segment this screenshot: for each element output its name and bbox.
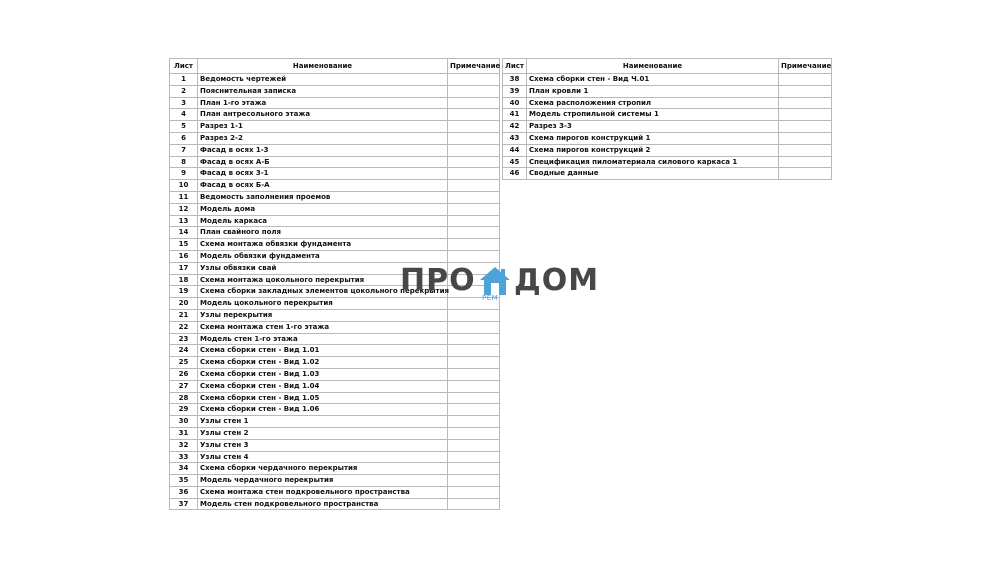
- header-name: Наименование: [527, 59, 779, 74]
- sheet-number: 27: [170, 380, 198, 392]
- sheet-note: [779, 74, 832, 86]
- table-row: [503, 156, 832, 168]
- sheet-number: 5: [170, 121, 198, 133]
- sheet-name: Схема сборки чердачного перекрытия: [198, 463, 448, 475]
- sheet-number: 23: [170, 333, 198, 345]
- sheet-name: Фасад в осях 3-1: [198, 168, 448, 180]
- table-row: [170, 74, 500, 86]
- sheet-note: [779, 121, 832, 133]
- sheet-name: Модель стен подкровельного пространства: [198, 498, 448, 510]
- table-row: [170, 498, 500, 510]
- sheet-name: Схема пирогов конструкций 1: [527, 132, 779, 144]
- sheet-number: 43: [503, 132, 527, 144]
- sheet-number: 37: [170, 498, 198, 510]
- table-row: [170, 451, 500, 463]
- sheet-note: [448, 121, 500, 133]
- sheet-note: [779, 144, 832, 156]
- sheet-number: 40: [503, 97, 527, 109]
- sheet-note: [448, 180, 500, 192]
- sheet-name: Узлы стен 2: [198, 427, 448, 439]
- sheet-note: [779, 97, 832, 109]
- sheet-number: 16: [170, 250, 198, 262]
- sheet-note: [779, 132, 832, 144]
- sheet-number: 32: [170, 439, 198, 451]
- sheet-note: [448, 368, 500, 380]
- watermark-logo: [400, 263, 600, 309]
- header-sheet: Лист: [170, 59, 198, 74]
- sheet-name: Разрез 2-2: [198, 132, 448, 144]
- sheet-note: [448, 85, 500, 97]
- sheet-name: Схема монтажа стен 1-го этажа: [198, 321, 448, 333]
- table-row: [503, 85, 832, 97]
- sheet-name: Модель обвязки фундамента: [198, 250, 448, 262]
- sheet-name: Модель цокольного перекрытия: [198, 298, 448, 310]
- sheet-name: Сводные данные: [527, 168, 779, 180]
- table-row: [170, 239, 500, 251]
- table-row: [503, 74, 832, 86]
- header-note: Примечание: [448, 59, 500, 74]
- sheet-number: 44: [503, 144, 527, 156]
- table-row: [170, 486, 500, 498]
- sheet-name: Схема сборки стен - Вид 1.06: [198, 404, 448, 416]
- sheet-note: [779, 85, 832, 97]
- sheet-name: Ведомость чертежей: [198, 74, 448, 86]
- sheet-name: Схема расположения стропил: [527, 97, 779, 109]
- sheet-name: Узлы стен 1: [198, 416, 448, 428]
- sheet-note: [448, 486, 500, 498]
- sheet-name: Модель каркаса: [198, 215, 448, 227]
- table-row: [170, 309, 500, 321]
- sheet-number: 33: [170, 451, 198, 463]
- table-row: [170, 404, 500, 416]
- sheet-number: 34: [170, 463, 198, 475]
- sheet-note: [779, 109, 832, 121]
- sheet-name: Спецификация пиломатериала силового каркаса 1: [527, 156, 779, 168]
- sheet-note: [448, 463, 500, 475]
- sheet-number: 11: [170, 191, 198, 203]
- sheet-note: [448, 392, 500, 404]
- sheet-number: 15: [170, 239, 198, 251]
- table-row: [170, 345, 500, 357]
- table-row: [170, 97, 500, 109]
- table-row: [170, 215, 500, 227]
- sheet-name: Фасад в осях Б-А: [198, 180, 448, 192]
- sheet-note: [448, 333, 500, 345]
- sheet-note: [448, 475, 500, 487]
- table-row: [170, 427, 500, 439]
- sheet-number: 17: [170, 262, 198, 274]
- sheet-name: Узлы стен 4: [198, 451, 448, 463]
- sheet-number: 8: [170, 156, 198, 168]
- sheet-number: 3: [170, 97, 198, 109]
- table-header-row: [503, 59, 832, 74]
- sheet-name: Схема монтажа обвязки фундамента: [198, 239, 448, 251]
- header-note: Примечание: [779, 59, 832, 74]
- sheet-number: 26: [170, 368, 198, 380]
- table-row: [170, 392, 500, 404]
- table-row: [170, 475, 500, 487]
- sheet-number: 28: [170, 392, 198, 404]
- sheet-name: Разрез 3-3: [527, 121, 779, 133]
- table-row: [170, 121, 500, 133]
- sheet-number: 18: [170, 274, 198, 286]
- sheet-name: Схема сборки стен - Вид Ч.01: [527, 74, 779, 86]
- sheet-number: 21: [170, 309, 198, 321]
- sheet-name: Ведомость заполнения проемов: [198, 191, 448, 203]
- sheet-name: План 1-го этажа: [198, 97, 448, 109]
- table-row: [170, 85, 500, 97]
- table-row: [170, 380, 500, 392]
- sheet-number: 46: [503, 168, 527, 180]
- sheet-note: [448, 203, 500, 215]
- sheet-note: [448, 97, 500, 109]
- sheet-note: [448, 451, 500, 463]
- sheet-note: [448, 109, 500, 121]
- sheet-number: 9: [170, 168, 198, 180]
- table-row: [170, 109, 500, 121]
- table-row: [170, 439, 500, 451]
- sheet-number: 4: [170, 109, 198, 121]
- sheet-note: [448, 156, 500, 168]
- table-row: [170, 368, 500, 380]
- sheet-name: Схема сборки стен - Вид 1.04: [198, 380, 448, 392]
- sheet-name: Схема сборки стен - Вид 1.05: [198, 392, 448, 404]
- sheet-note: [448, 309, 500, 321]
- sheet-number: 24: [170, 345, 198, 357]
- sheet-note: [448, 321, 500, 333]
- sheet-note: [448, 227, 500, 239]
- sheet-number: 19: [170, 286, 198, 298]
- sheet-name: Схема сборки стен - Вид 1.03: [198, 368, 448, 380]
- table-row: [503, 132, 832, 144]
- sheet-name: План кровли 1: [527, 85, 779, 97]
- sheet-number: 29: [170, 404, 198, 416]
- sheet-name: Модель чердачного перекрытия: [198, 475, 448, 487]
- table-row: [170, 168, 500, 180]
- logo-text-left: ПРО: [400, 263, 476, 298]
- sheet-name: Фасад в осях 1-3: [198, 144, 448, 156]
- sheet-number: 7: [170, 144, 198, 156]
- sheet-note: [448, 357, 500, 369]
- sheet-number: 41: [503, 109, 527, 121]
- table-row: [170, 250, 500, 262]
- sheet-number: 45: [503, 156, 527, 168]
- sheet-note: [448, 250, 500, 262]
- sheet-number: 6: [170, 132, 198, 144]
- sheet-note: [448, 416, 500, 428]
- sheet-name: Разрез 1-1: [198, 121, 448, 133]
- table-row: [170, 416, 500, 428]
- sheet-number: 2: [170, 85, 198, 97]
- sheet-number: 30: [170, 416, 198, 428]
- sheet-name: Схема сборки стен - Вид 1.01: [198, 345, 448, 357]
- sheet-note: [779, 156, 832, 168]
- table-row: [503, 168, 832, 180]
- sheet-note: [448, 168, 500, 180]
- sheet-note: [448, 215, 500, 227]
- sheet-number: 12: [170, 203, 198, 215]
- sheet-name: Схема сборки закладных элементов цокольного перекрытия: [198, 286, 448, 298]
- logo-subtext: РЕМ: [482, 294, 499, 302]
- table-row: [170, 144, 500, 156]
- sheet-name: Модель стен 1-го этажа: [198, 333, 448, 345]
- header-sheet: Лист: [503, 59, 527, 74]
- sheet-number: 31: [170, 427, 198, 439]
- sheet-number: 13: [170, 215, 198, 227]
- table-row: [503, 97, 832, 109]
- sheet-number: 22: [170, 321, 198, 333]
- table-row: [170, 357, 500, 369]
- sheet-name: Узлы перекрытия: [198, 309, 448, 321]
- sheet-note: [779, 168, 832, 180]
- table-row: [170, 333, 500, 345]
- sheet-name: План свайного поля: [198, 227, 448, 239]
- table-row: [170, 203, 500, 215]
- sheet-name: Пояснительная записка: [198, 85, 448, 97]
- sheet-number: 42: [503, 121, 527, 133]
- sheet-name: Модель дома: [198, 203, 448, 215]
- sheet-note: [448, 439, 500, 451]
- table-row: [503, 144, 832, 156]
- table-row: [170, 156, 500, 168]
- sheet-number: 25: [170, 357, 198, 369]
- drawing-list-table-right: [502, 58, 832, 180]
- sheet-name: Узлы обвязки свай: [198, 262, 448, 274]
- sheet-number: 36: [170, 486, 198, 498]
- table-header-row: [170, 59, 500, 74]
- table-row: [170, 321, 500, 333]
- sheet-note: [448, 74, 500, 86]
- sheet-note: [448, 144, 500, 156]
- sheet-note: [448, 239, 500, 251]
- sheet-note: [448, 132, 500, 144]
- table-row: [503, 121, 832, 133]
- logo-text-right: ДОМ: [514, 263, 600, 298]
- sheet-name: Модель стропильной системы 1: [527, 109, 779, 121]
- sheet-name: План антресольного этажа: [198, 109, 448, 121]
- sheet-number: 39: [503, 85, 527, 97]
- sheet-number: 1: [170, 74, 198, 86]
- sheet-name: Схема пирогов конструкций 2: [527, 144, 779, 156]
- table-row: [170, 227, 500, 239]
- sheet-number: 20: [170, 298, 198, 310]
- sheet-number: 10: [170, 180, 198, 192]
- sheet-note: [448, 498, 500, 510]
- sheet-name: Узлы стен 3: [198, 439, 448, 451]
- sheet-note: [448, 427, 500, 439]
- table-row: [503, 109, 832, 121]
- sheet-number: 35: [170, 475, 198, 487]
- table-body-right: [503, 74, 832, 180]
- table-row: [170, 463, 500, 475]
- sheet-name: Схема сборки стен - Вид 1.02: [198, 357, 448, 369]
- table-row: [170, 132, 500, 144]
- sheet-name: Фасад в осях А-Б: [198, 156, 448, 168]
- table-row: [170, 180, 500, 192]
- sheet-number: 14: [170, 227, 198, 239]
- header-name: Наименование: [198, 59, 448, 74]
- sheet-note: [448, 345, 500, 357]
- sheet-name: Схема монтажа стен подкровельного пространства: [198, 486, 448, 498]
- sheet-number: 38: [503, 74, 527, 86]
- sheet-note: [448, 191, 500, 203]
- table-row: [170, 191, 500, 203]
- sheet-name: Схема монтажа цокольного перекрытия: [198, 274, 448, 286]
- sheet-note: [448, 404, 500, 416]
- sheet-note: [448, 380, 500, 392]
